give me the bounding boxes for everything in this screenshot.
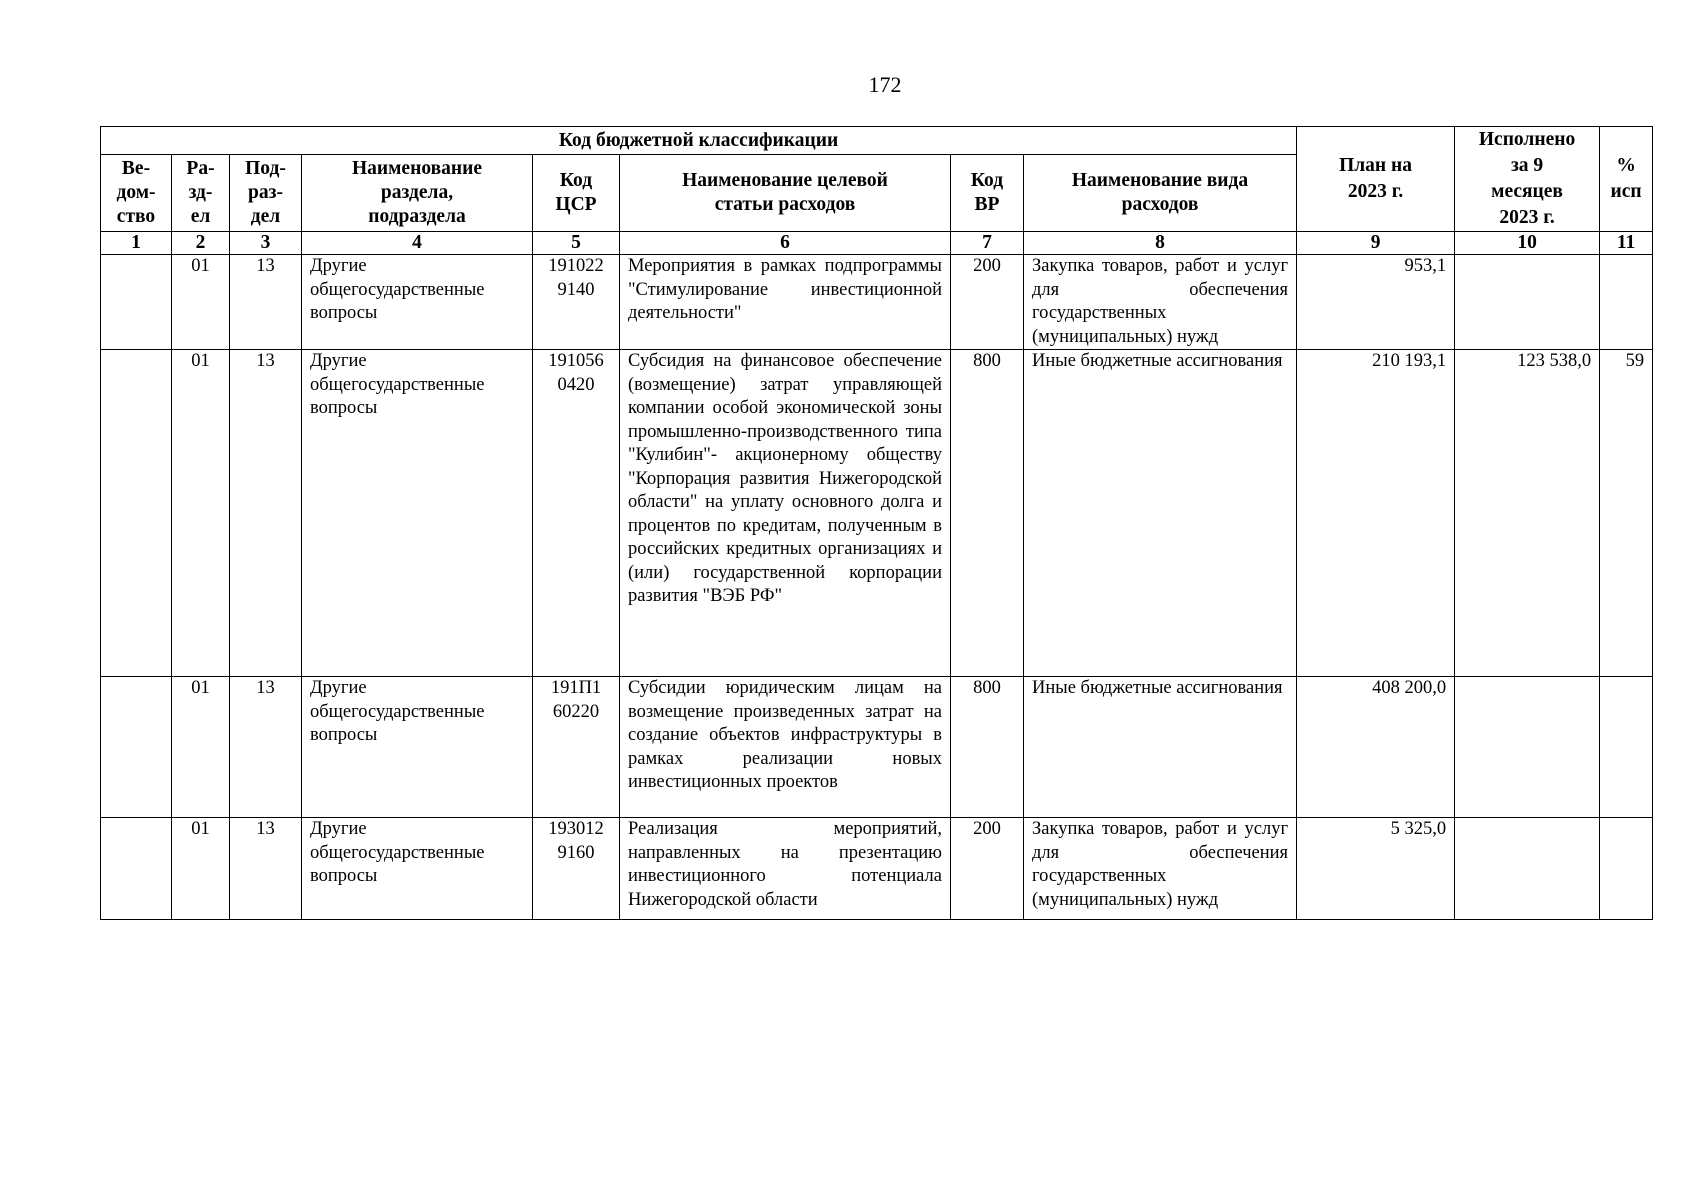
column-number: 10: [1455, 232, 1600, 255]
cell-executed: [1455, 677, 1600, 818]
cell-razdel: 01: [172, 818, 230, 920]
header-podrazdel: Под- раз- дел: [230, 155, 302, 232]
header-razdel-name: Наименование раздела, подраздела: [302, 155, 533, 232]
table-row: [101, 350, 1653, 677]
cell-percent: [1600, 255, 1653, 350]
header-razdel: Ра- зд- ел: [172, 155, 230, 232]
header-csr: Код ЦСР: [533, 155, 620, 232]
header-vr: Код ВР: [951, 155, 1024, 232]
header-budget-classification: Код бюджетной классификации: [101, 127, 1297, 155]
cell-razdel-name: Другие общегосударственные вопросы: [302, 255, 533, 350]
column-numbers-row: [101, 232, 1653, 255]
cell-plan: 408 200,0: [1297, 677, 1455, 818]
cell-podrazdel: 13: [230, 818, 302, 920]
cell-vedomstvo: [101, 350, 172, 677]
header-executed: Исполнено за 9 месяцев 2023 г.: [1455, 127, 1600, 232]
cell-vr-name: Иные бюджетные ассигнования: [1024, 677, 1297, 818]
cell-csr: 191П1 60220: [533, 677, 620, 818]
column-number: 9: [1297, 232, 1455, 255]
cell-vr: 800: [951, 350, 1024, 677]
cell-plan: 5 325,0: [1297, 818, 1455, 920]
cell-vr-name: Закупка товаров, работ и услуг для обеспечения государственных (муниципальных) нужд: [1024, 255, 1297, 350]
cell-razdel: 01: [172, 677, 230, 818]
cell-vedomstvo: [101, 677, 172, 818]
table-row: [101, 818, 1653, 920]
cell-podrazdel: 13: [230, 677, 302, 818]
cell-percent: [1600, 818, 1653, 920]
header-csr-name: Наименование целевой статьи расходов: [620, 155, 951, 232]
table-row: [101, 255, 1653, 350]
cell-csr-name: Субсидии юридическим лицам на возмещение произведенных затрат на создание объектов инфраструктуры в рамках реализации новых инвестиционных проектов: [620, 677, 951, 818]
cell-vedomstvo: [101, 818, 172, 920]
cell-executed: [1455, 255, 1600, 350]
cell-csr: 191022 9140: [533, 255, 620, 350]
cell-razdel: 01: [172, 350, 230, 677]
cell-vr: 800: [951, 677, 1024, 818]
cell-podrazdel: 13: [230, 255, 302, 350]
header-vr-name: Наименование вида расходов: [1024, 155, 1297, 232]
cell-csr: 193012 9160: [533, 818, 620, 920]
cell-razdel-name: Другие общегосударственные вопросы: [302, 350, 533, 677]
header-percent: % исп: [1600, 127, 1653, 232]
header-group-row: [101, 127, 1653, 155]
column-number: 11: [1600, 232, 1653, 255]
cell-csr: 191056 0420: [533, 350, 620, 677]
cell-vr: 200: [951, 818, 1024, 920]
header-plan: План на 2023 г.: [1297, 127, 1455, 232]
header-vedomstvo: Ве- дом- ство: [101, 155, 172, 232]
cell-csr-name: Мероприятия в рамках подпрограммы "Стимулирование инвестиционной деятельности": [620, 255, 951, 350]
table-row: [101, 677, 1653, 818]
cell-vr-name: Иные бюджетные ассигнования: [1024, 350, 1297, 677]
cell-percent: 59: [1600, 350, 1653, 677]
column-number: 4: [302, 232, 533, 255]
column-number: 7: [951, 232, 1024, 255]
cell-vr-name: Закупка товаров, работ и услуг для обеспечения государственных (муниципальных) нужд: [1024, 818, 1297, 920]
column-number: 5: [533, 232, 620, 255]
column-number: 2: [172, 232, 230, 255]
cell-vedomstvo: [101, 255, 172, 350]
cell-razdel-name: Другие общегосударственные вопросы: [302, 818, 533, 920]
page-number: 172: [868, 72, 902, 97]
column-number: 8: [1024, 232, 1297, 255]
cell-executed: 123 538,0: [1455, 350, 1600, 677]
cell-razdel-name: Другие общегосударственные вопросы: [302, 677, 533, 818]
cell-razdel: 01: [172, 255, 230, 350]
cell-csr-name: Субсидия на финансовое обеспечение (возмещение) затрат управляющей компании особой экономической зоны промышленно-производственного типа "Кулибин"- акционерному обществу "Корпорация развития Нижегородской области" на уплату основного долга и процентов по кредитам, полученным в российских кредитных организациях и (или) государственной корпорации развития "ВЭБ РФ": [620, 350, 951, 677]
cell-csr-name: Реализация мероприятий, направленных на презентацию инвестиционного потенциала Нижегородской области: [620, 818, 951, 920]
cell-percent: [1600, 677, 1653, 818]
cell-plan: 953,1: [1297, 255, 1455, 350]
cell-podrazdel: 13: [230, 350, 302, 677]
column-number: 1: [101, 232, 172, 255]
cell-plan: 210 193,1: [1297, 350, 1455, 677]
cell-executed: [1455, 818, 1600, 920]
budget-table: [100, 126, 1653, 920]
column-number: 3: [230, 232, 302, 255]
column-number: 6: [620, 232, 951, 255]
cell-vr: 200: [951, 255, 1024, 350]
